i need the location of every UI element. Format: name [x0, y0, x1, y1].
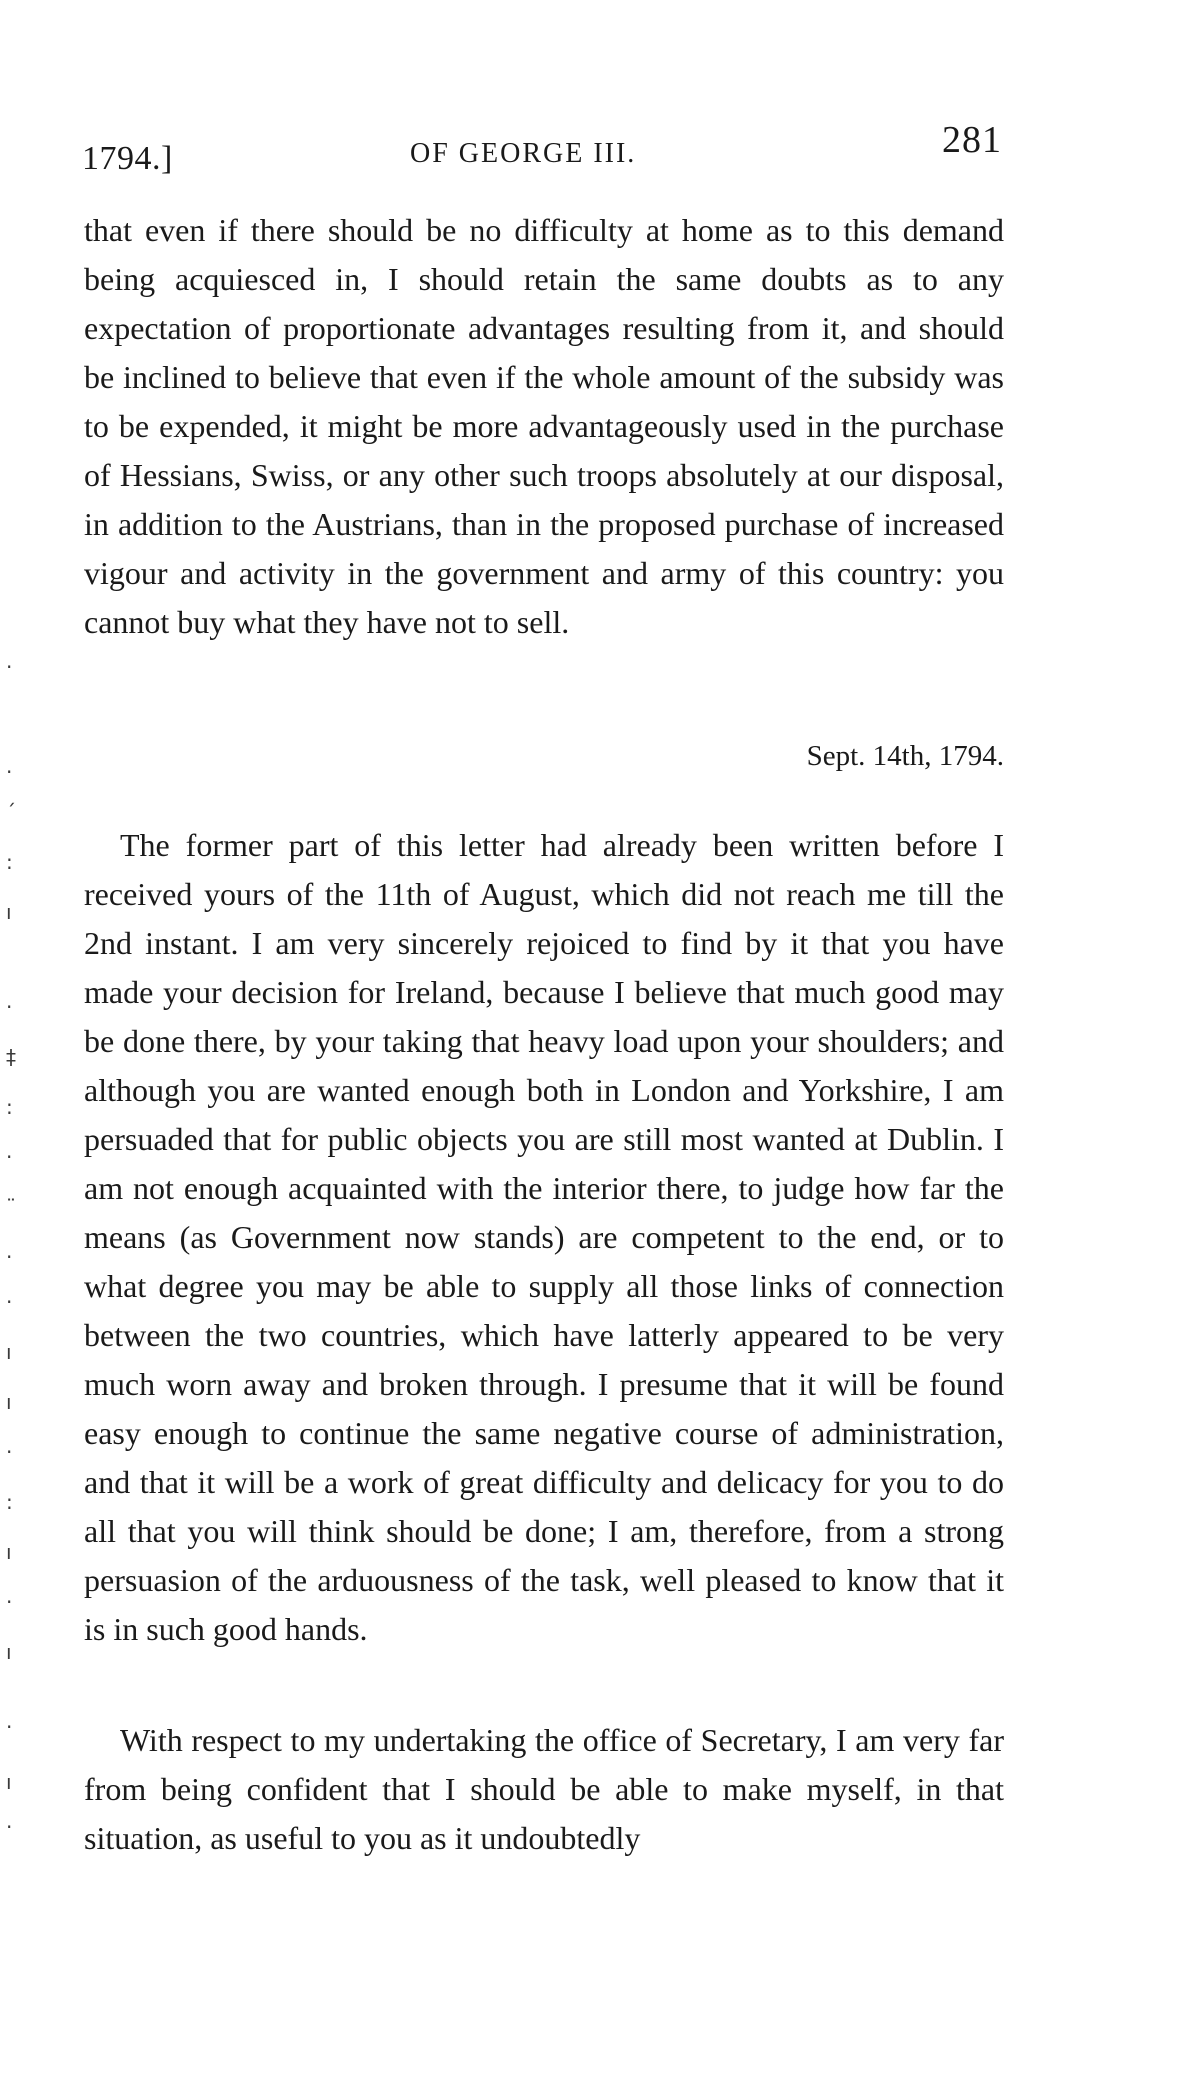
bleed-mark: · [6, 1145, 13, 1169]
paragraph-text: With respect to my undertaking the office of Secretary, I am very far from being confident that I should be able to make myself, in that situation, as useful to you as it undoubtedly [84, 1722, 1004, 1856]
bleed-mark: ı [6, 1390, 12, 1414]
bleed-mark: ¨ [6, 1195, 16, 1219]
bleed-mark: ı [6, 900, 12, 924]
bleed-mark: · [6, 1715, 13, 1739]
bleed-mark: · [6, 1290, 13, 1314]
paragraph-letter-body [84, 821, 1004, 1654]
bleed-mark: · [6, 995, 13, 1019]
paragraph-text: that even if there should be no difficulty at home as to this demand being acquiesced in, I should retain the same doubts as to any expectation of proportionate advantages resulting from it, and should be inclined to believe that even if the whole amount of the subsidy was to be expended, it might be more advantageously used in the purchase of Hessians, Swiss, or any other such troops absolutely at our disposal, in addition to the Austrians, than in the proposed purchase of increased vigour and activity in the government and army of this country: you cannot buy what they have not to sell. [84, 212, 1004, 640]
paragraph-continued [84, 206, 1004, 647]
bleed-mark: : [6, 1490, 13, 1514]
header-year: 1794.] [82, 140, 173, 177]
bleed-mark: · [6, 655, 13, 679]
bleed-mark: ´ [6, 800, 16, 824]
running-header [82, 118, 1002, 178]
bleed-mark: : [6, 850, 13, 874]
bleed-mark: · [6, 1590, 13, 1614]
page-number: 281 [942, 119, 1002, 161]
paragraph-text: The former part of this letter had already been written before I received yours of the 11th of August, which did not reach me till the 2nd instant. I am very sincerely rejoiced to find by it that you have made your decision for Ireland, because I believe that much good may be done there, by your taking that heavy load upon your shoulders; and although you are wanted enough both in London and Yorkshire, I am persuaded that for public objects you are still most wanted at Dublin. I am not enough acquainted with the interior there, to judge how far the means (as Government now stands) are competent to the end, or to what degree you may be able to supply all those links of connection between the two countries, which have latterly appeared to be very much worn away and broken through. I presume that it will be found easy enough to continue the same negative course of administration, and that it will be a work of great difficulty and delicacy for you to do all that you will think should be done; I am, therefore, from a strong persuasion of the arduousness of the task, well pleased to know that it is in such good hands. [84, 827, 1004, 1647]
bleed-mark: ı [6, 1540, 12, 1564]
bleed-mark: · [6, 1440, 13, 1464]
bleed-mark: : [6, 1095, 13, 1119]
bleed-mark: · [6, 1815, 13, 1839]
bleed-mark: · [6, 1245, 13, 1269]
bleed-mark: ı [6, 1340, 12, 1364]
paragraph-secretary [84, 1716, 1004, 1863]
scan-bleed-margin [0, 0, 60, 2084]
bleed-mark: ‡ [6, 1045, 16, 1069]
bleed-mark: · [6, 760, 13, 784]
bleed-mark: ı [6, 1770, 12, 1794]
header-title: OF GEORGE III. [410, 138, 637, 169]
dateline: Sept. 14th, 1794. [806, 740, 1004, 772]
bleed-mark: ı [6, 1640, 12, 1664]
